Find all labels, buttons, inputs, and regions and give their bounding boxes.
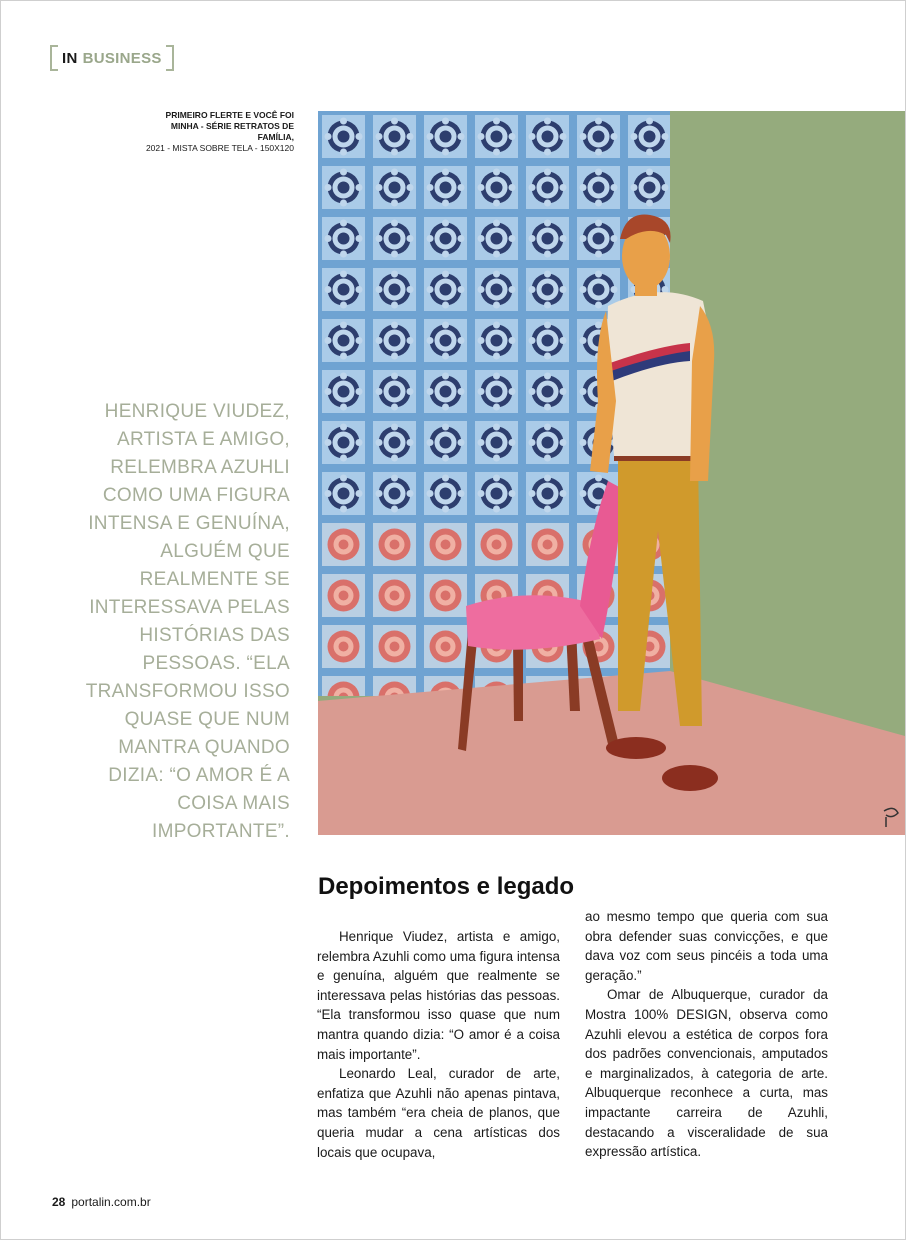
- section-tag: [50, 46, 174, 70]
- section-label: [58, 50, 166, 67]
- bracket-right: [166, 45, 174, 71]
- page-footer: [52, 1195, 151, 1209]
- artwork-image: [318, 111, 905, 835]
- bracket-left: [50, 45, 58, 71]
- paragraph: Leonardo Leal, curador de arte, enfatiza que Azuhli não apenas pintava, mas também “era cheia de planos, que queria mudar a cena artísticas dos locais que ocupava,: [317, 1066, 560, 1160]
- paragraph: Omar de Albuquerque, curador da Mostra 100% DESIGN, observa como Azuhli elevou a estética de corpos fora dos padrões convencionais, amputados e marginalizados, à categoria de arte. Albuquerque reconhece a curta, mas impactante carreira de Azuhli, destacando a visceralidade de sua expressão artística.: [585, 987, 828, 1160]
- site-url[interactable]: portalin.com.br: [71, 1195, 151, 1209]
- paragraph: ao mesmo tempo que queria com sua obra defender suas convicções, e que dava voz com seus pincéis a toda uma geração.”: [585, 909, 828, 983]
- article-heading: Depoimentos e legado: [318, 873, 575, 900]
- artwork-caption: [144, 110, 294, 154]
- section-prefix: IN: [62, 49, 78, 67]
- artwork-details: 2021 - MISTA SOBRE TELA - 150X120: [145, 143, 294, 153]
- article-column-1: [317, 927, 560, 1162]
- paragraph: Henrique Viudez, artista e amigo, relembra Azuhli como uma figura intensa e genuína, alguém que realmente se interessava pelas histórias das pessoas. “Ela transformou isso quase que num mantra quando dizia: “O amor é a coisa mais importante”.: [317, 929, 560, 1062]
- painting-illustration: [318, 111, 905, 835]
- section-name: BUSINESS: [82, 49, 162, 67]
- page-number: 28: [52, 1195, 66, 1209]
- article-column-2: [585, 907, 828, 1162]
- pull-quote: HENRIQUE VIUDEZ, ARTISTA E AMIGO, RELEMBRA AZUHLI COMO UMA FIGURA INTENSA E GENUÍNA, ALGUÉM QUE REALMENTE SE INTERESSAVA PELAS HISTÓRIAS DAS PESSOAS. “ELA TRANSFORMOU ISSO QUASE QUE NUM MANTRA QUANDO DIZIA: “O AMOR É A COISA MAIS IMPORTANTE”.: [85, 401, 290, 842]
- artwork-title: PRIMEIRO FLERTE E VOCÊ FOI MINHA - SÉRIE RETRATOS DE FAMÍLIA,: [165, 110, 294, 142]
